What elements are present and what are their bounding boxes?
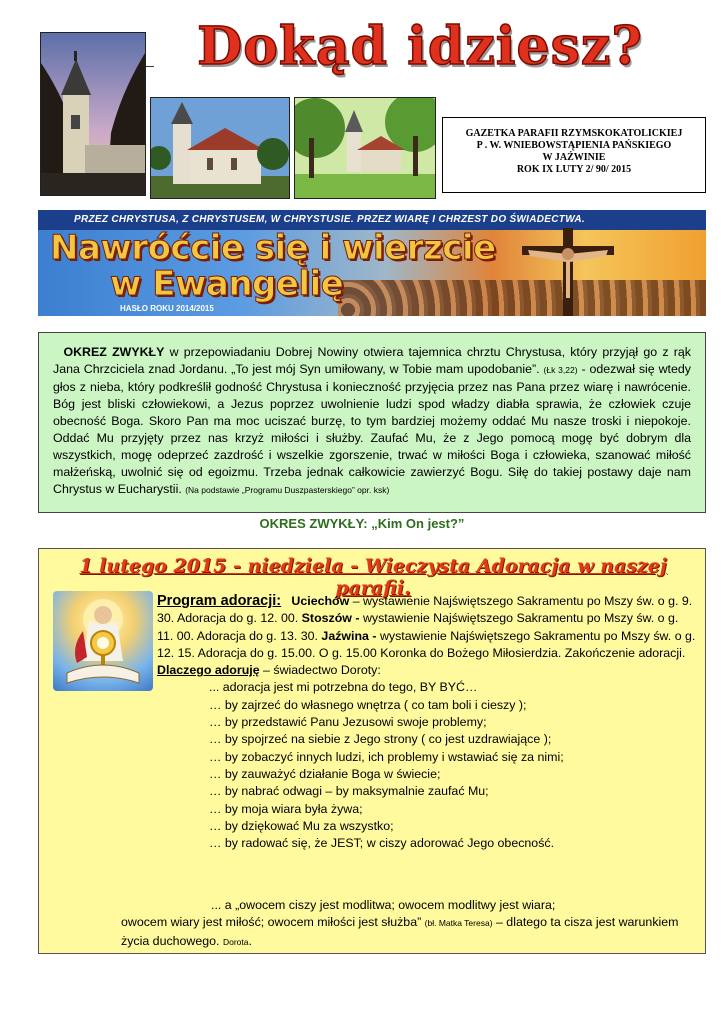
list-item: … by radować się, że JEST; w ciszy adorować Jego obecność.	[209, 836, 555, 851]
parish-info-box	[442, 117, 706, 193]
ordinary-time-article	[38, 332, 706, 513]
article-text	[53, 344, 691, 499]
list-item: … by spojrzeć na siebie z Jego strony ( co jest uzdrawiające );	[209, 732, 552, 747]
place-jazwina: Jaźwina -	[321, 628, 377, 643]
section-subtitle: OKRES ZWYKŁY: „Kim On jest?”	[259, 516, 465, 531]
list-item: ... adoracja jest mi potrzebna do tego, BY BYĆ…	[209, 680, 478, 695]
banner-year-label: HASŁO ROKU 2014/2015	[120, 304, 214, 313]
list-item: … by dziękować Mu za wszystko;	[209, 818, 394, 833]
banner-slogan-line1: Nawróćcie się i wierzcie	[50, 228, 496, 268]
why-heading	[157, 662, 697, 679]
banner-slogan-line2: w Ewangelię	[110, 264, 344, 304]
closing-paragraph: owocem wiary jest miłość; owocem miłości jest służba” (bł. Matka Teresa) – dlatego ta cisza jest warunkiem życia duchowego. Dorota.	[121, 915, 679, 948]
info-line: ROK IX LUTY 2/ 90/ 2015	[516, 164, 632, 175]
article-part: - odezwał się wtedy głos z nieba, który podkreślił godność Chrystusa i konieczność przyjęcia przez nas Pana przez wiarę i nawrócenie. Bóg jest bliski człowiekowi, a Jezus poprzez uwolnienie ludzi spod władzy diabła sprawia, że człowiek czuje obecność Boga. Skoro Pan ma moc uciszać burzę, to tym bardziej możemy oddać Mu nasze troski i niepokoje. Oddać Mu przyjęty przez nas krzyż miłości i służby. Zaufać Mu, że z Jego pomocą mogę być dobrym dla wszystkich, mogę odeprzeć zazdrość i wszelkie zgorszenie, trwać w miłości Boga i człowieka, szanować miłość małżeńską, uwolnić się od egoizmu. Trzeba jednak całkowicie zawierzyć Bogu. Siłę do takiej postawy daje nam Chrystus w Eucharystii.	[53, 362, 691, 496]
newsletter-title: Dokąd idziesz?	[197, 16, 643, 77]
info-line: P . W. WNIEBOWSTĄPIENIA PAŃSKIEGO	[476, 140, 672, 151]
crucifix-icon	[508, 224, 628, 316]
list-item: … by moja wiara była żywa;	[209, 801, 363, 816]
why-label: Dlaczego adoruję	[157, 663, 260, 678]
list-item: … by nabrać odwagi – by maksymalnie zaufać Mu;	[209, 784, 489, 799]
closing-text: – dlatego ta cisza jest warunkiem życia duchowego.	[121, 915, 679, 948]
article-lead: OKREZ ZWYKŁY	[63, 345, 165, 359]
place-uciechow: Uciechów	[291, 594, 350, 608]
list-item: … by zobaczyć innych ludzi, ich problemy i wstawiać się za nimi;	[209, 749, 564, 764]
program-text: wystawienie Najświętszego Sakramentu po Mszy św. o g. 12. 15. Adoracja do g. 15.00. O g. 15.00 Koronka do Bożego Miłosierdzia. Zakończenie adoracji.	[157, 628, 696, 660]
why-rest: – świadectwo Doroty:	[259, 663, 381, 678]
info-line: GAZETKA PARAFII RZYMSKOKATOLICKIEJ	[465, 128, 683, 139]
church-tower-photo	[40, 32, 146, 196]
signature: Dorota	[222, 936, 249, 947]
program-text: – wystawienie Najświętszego Sakramentu po Mszy św. o g. 9. 30. Adoracja do g. 12. 00.	[157, 594, 693, 626]
closing-quote	[121, 897, 699, 951]
year-motto-banner	[38, 210, 706, 316]
quote-source: (bł. Matka Teresa)	[424, 918, 493, 929]
program-label: Program adoracji:	[157, 593, 282, 609]
place-stoszow: Stoszów -	[301, 611, 360, 626]
closing-text: owocem wiary jest miłość; owocem miłości jest służba”	[121, 915, 425, 930]
list-item: … by przedstawić Panu Jezusowi swoje problemy;	[209, 715, 487, 730]
program-paragraph	[157, 593, 697, 662]
info-line: W JAŹWINIE	[542, 152, 606, 163]
list-item: … by zauważyć działanie Boga w świecie;	[209, 766, 441, 781]
program-text: wystawienie Najświętszego Sakramentu po Mszy św. o g. 11. 00. Adoracja do g. 13. 30.	[157, 611, 679, 643]
source-note: (Na podstawie „Programu Duszpasterskiego” opr. ksk)	[185, 485, 390, 495]
adoration-headline: 1 lutego 2015 - niedziela - Wieczysta Adoracja w naszej parafii.	[79, 555, 667, 599]
eucharist-image	[53, 591, 153, 691]
bible-reference: (Łk 3,22)	[543, 365, 578, 375]
closing-line: ... a „owocem ciszy jest modlitwa; owocem modlitwy jest wiara;	[211, 898, 556, 912]
adoration-section	[38, 548, 706, 954]
article-part: w przepowiadaniu Dobrej Nowiny otwiera tajemnica chrztu Chrystusa, który przyjął go z rąk Jana Chrzciciela znad Jordanu. „To jest mój Syn umiłowany, w Tobie mam upodobanie”.	[53, 345, 691, 376]
church-photo	[150, 97, 290, 199]
adoration-program	[157, 593, 697, 852]
reasons-list	[157, 679, 697, 852]
list-item: … by zajrzeć do własnego wnętrza ( co tam boli i cieszy );	[209, 697, 527, 712]
church-trees-photo	[294, 97, 436, 199]
banner-motto: PRZEZ CHRYSTUSA, Z CHRYSTUSEM, W CHRYSTUSIE. PRZEZ WIARĘ I CHRZEST DO ŚWIADECTWA.	[74, 214, 585, 225]
